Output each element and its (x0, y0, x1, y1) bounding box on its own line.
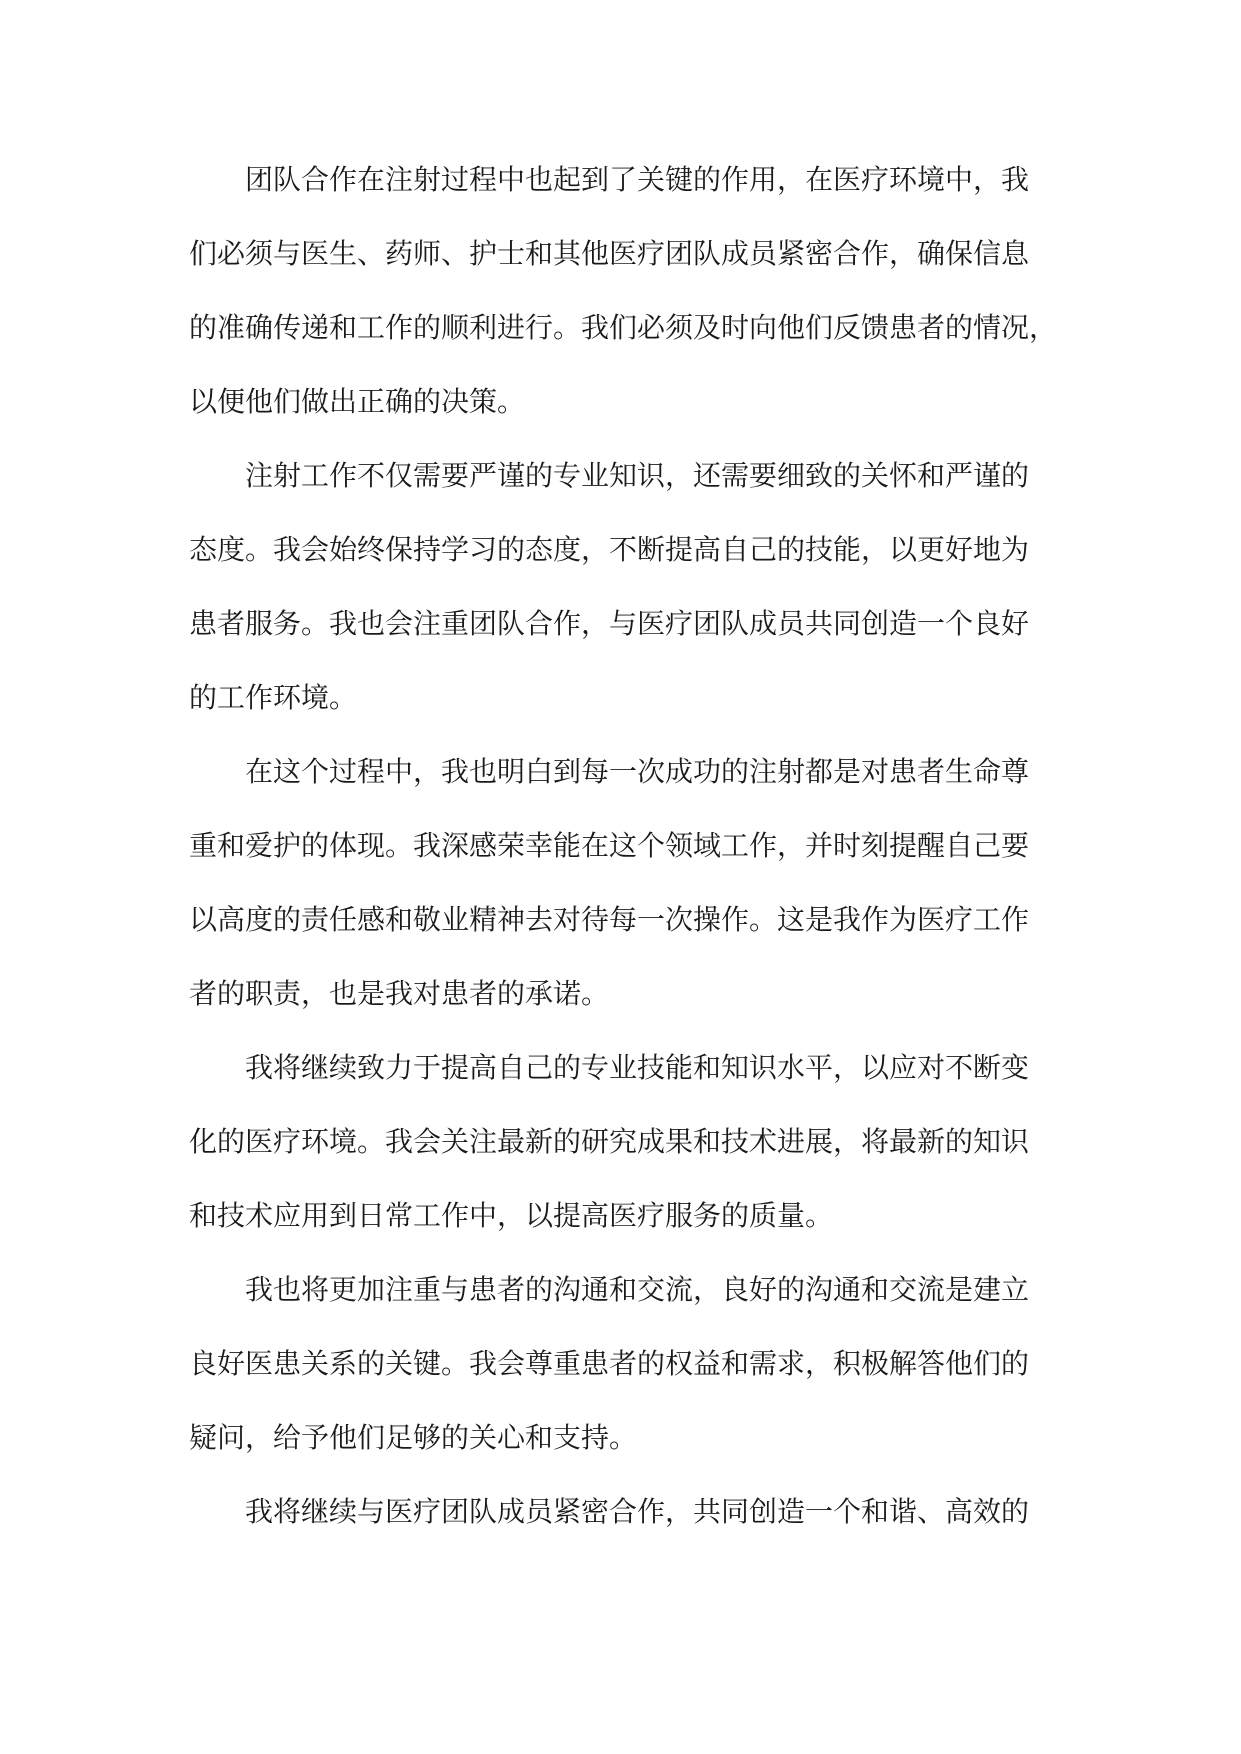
paragraph-attitude (189, 439, 1053, 735)
paragraph-skills (189, 1031, 1053, 1253)
paragraph-line: 我也将更加注重与患者的沟通和交流，良好的沟通和交流是建立 (245, 1273, 1030, 1306)
paragraph-line: 者的职责，也是我对患者的承诺。 (189, 977, 610, 1010)
paragraph-line: 们必须与医生、药师、护士和其他医疗团队成员紧密合作，确保信息 (189, 237, 1030, 270)
paragraph-line: 的工作环境。 (189, 681, 358, 714)
paragraph-line: 化的医疗环境。我会关注最新的研究成果和技术进展，将最新的知识 (189, 1125, 1030, 1158)
paragraph-collaboration (189, 1475, 1053, 1549)
paragraph-line: 患者服务。我也会注重团队合作，与医疗团队成员共同创造一个良好 (189, 607, 1030, 640)
paragraph-line: 在这个过程中，我也明白到每一次成功的注射都是对患者生命尊 (245, 755, 1030, 788)
paragraph-teamwork (189, 143, 1058, 439)
paragraph-line: 我将继续致力于提高自己的专业技能和知识水平，以应对不断变 (245, 1051, 1030, 1084)
paragraph-line: 和技术应用到日常工作中，以提高医疗服务的质量。 (189, 1199, 834, 1232)
paragraph-line: 以高度的责任感和敬业精神去对待每一次操作。这是我作为医疗工作 (189, 903, 1030, 936)
document-body (189, 143, 1058, 1549)
paragraph-line: 态度。我会始终保持学习的态度，不断提高自己的技能，以更好地为 (189, 533, 1030, 566)
paragraph-communication (189, 1253, 1053, 1475)
paragraph-line: 良好医患关系的关键。我会尊重患者的权益和需求，积极解答他们的 (189, 1347, 1030, 1380)
paragraph-line: 的准确传递和工作的顺利进行。我们必须及时向他们反馈患者的情况， (189, 311, 1058, 344)
paragraph-line: 我将继续与医疗团队成员紧密合作，共同创造一个和谐、高效的 (245, 1495, 1030, 1528)
paragraph-line: 疑问，给予他们足够的关心和支持。 (189, 1421, 638, 1454)
paragraph-line: 以便他们做出正确的决策。 (189, 385, 526, 418)
paragraph-responsibility (189, 735, 1053, 1031)
paragraph-line: 注射工作不仅需要严谨的专业知识，还需要细致的关怀和严谨的 (245, 459, 1030, 492)
paragraph-line: 重和爱护的体现。我深感荣幸能在这个领域工作，并时刻提醒自己要 (189, 829, 1030, 862)
paragraph-line: 团队合作在注射过程中也起到了关键的作用，在医疗环境中，我 (245, 163, 1030, 196)
